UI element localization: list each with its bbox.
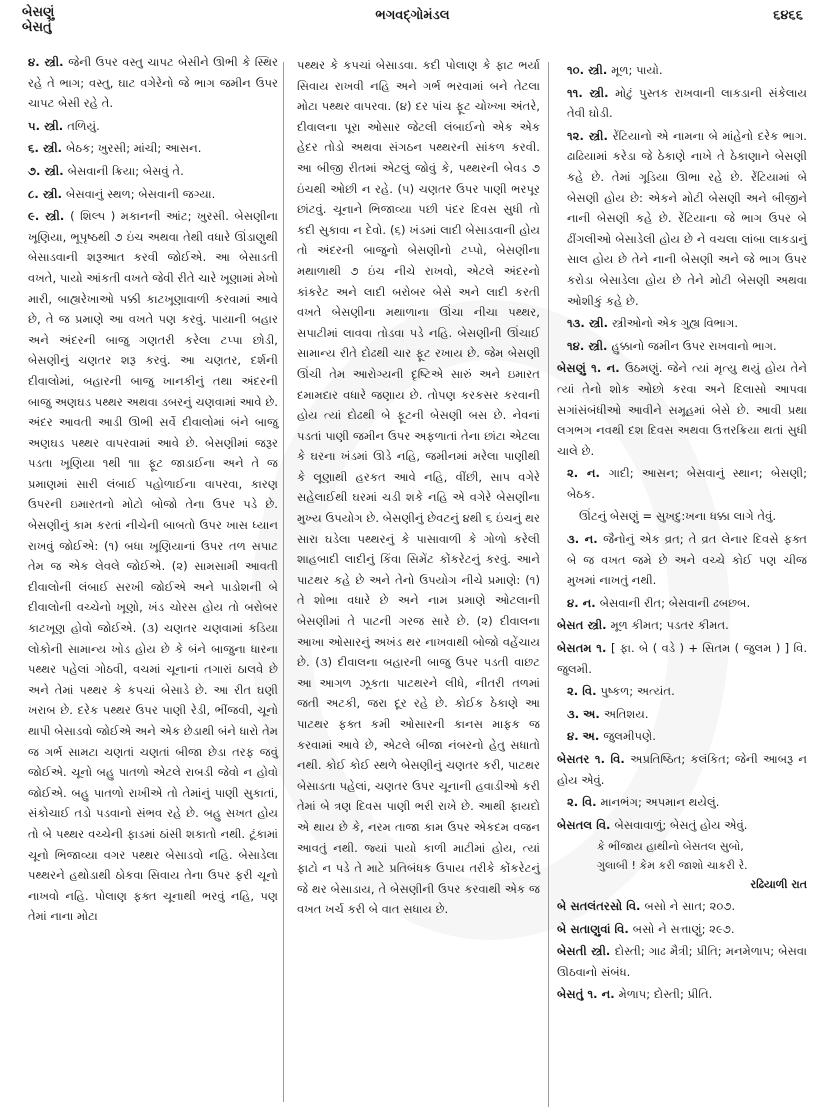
part-of-speech: વિ. bbox=[582, 795, 601, 810]
definition-sense bbox=[557, 60, 807, 81]
dictionary-entry bbox=[557, 896, 807, 917]
dictionary-entry bbox=[557, 615, 807, 636]
column-2-text: પથ્થર કે કપચાં બેસાડવા. કદી પોલાણ કે ફાટ ભર્યા સિવાય રાખવી નહિ અને ગર્ભ ભરવામાં બને તેટલા મોટા પથ્થર વાપરવા. (૪) દર પાંચ ફૂટ ચોખ્ખા અંતરે, દીવાલના પૂરા ઓસાર જેટલી લંબાઈનો એક એક હેદર તોડો અથવા સંગઠન પથ્થરની સાંકળ કરવી. આ બીજી રીતમાં એટલું જોવું કે, પથ્થરની બેવડ ૭ ઇંચથી ઓછી ન રહે. (૫) ચણતર ઉપર પાણી ભરપૂર છાંટવું. ચૂનાને ભિજાવ્યા પછી પંદર દિવસ સુધી તો કદી સુકાવા ન દેવો. (૬) ખંડમાં લાદી બેસાડવાની હોય તો અંદરની બાજુનો બેસણીનો ટપ્પો, બેસણીના મથાળાથી ૭ ઇંચ નીચે રાખવો, એટલે અંદરનો કાંકરેટ અને લાદી બરોબર બેસે અને લાદી કરતી વખતે બેસણીના મથાળાના ઊંચા નીચા પથ્થર, સપાટીમાં લાવવા તોડવા પડે નહિ. બેસણીની ઊંચાઈ સામાન્ય રીતે દોઢથી ચાર ફૂટ રખાય છે. જેમ બેસણી ઊંચી તેમ આરોગ્યની દૃષ્ટિએ સારું અને ઇમારત દમામદાર વધારે જણાય છે. તોપણ કરકસર કરવાની હોય ત્યાં દોઢથી બે ફૂટની બેસણી બસ છે. નેવનાં પડતાં પાણી જમીન ઉપર અફળાતાં તેના છાંટા એટલા કે ઘરના ખંડમાં ઊડે નહિ, જમીનમાં મરેલા પાણીથી કે લૂણાથી હરકત આવે નહિ, વીંછી, સાપ વગેરે સહેલાઈથી ઘરમાં ચડી શકે નહિ એ વગેરે બેસણીના મુખ્ય ઉપયોગ છે. બેસણીનું છેવટનું ૪થી ૬ ઇંચનું થર સારા ઘડેલા પથ્થરનું કે પાસાવાળી કે ગોળો કરેલી શાહબાદી લાદીનું કિંવા સિમેંટ કોંકરેટનું કરવું. આને પાટથર કહે છે અને તેનો ઉપયોગ નીચે પ્રમાણે: (૧) તે શોભા વધારે છે અને નામ પ્રમાણે ઓટલાની બેસણીમાં તે પાટની ગરજ સારે છે. (૨) દીવાલના આખા ઓસારનું અખંડ થર નાખવાથી બોજો વહેંચાય છે. (૩) દીવાલના બહારની બાજુ ઉપર પડતી વાછટ આ આગળ ઝૂકતા પાટથરને લીધે, નીતરી તળમાં જતી અટકી, જરા દૂર રહે છે. કોઈક ઠેકાણે આ પાટથર ફક્ત કમી ઓસારની કાનસ માફક જ કરવામાં આવે છે, એટલે બીજા નંબરનો હેતુ સધાતો નથી. કોઈ કોઈ સ્થળે બેસણીનું ચણતર કરી, પાટથર બેસાડતા પહેલાં, ચણતર ઉપર ચૂનાની હવાડીઓ કરી તેમાં બે ત્રણ દિવસ પાણી ભરી રાખે છે. આથી ફાયદો એ થાય છે કે, નરમ તાજા કામ ઉપર એકદમ વજન આવતું નથી. જ્યાં પાયો કાળી માટીમાં હોય, ત્યાં ફાટો ન પડે તે માટે પ્રતિબંધક ઉપાય તરીકે કોંકરેટનું જે થર બેસાડાય, તે બેસણીની ઉપર કરવાથી એક જ વખત ખર્ચ કરી બે વાત સધાય છે. bbox=[297, 58, 540, 917]
definition-text: મોટું પુસ્તક રાખવાની લાકડાની સંકેલાય તેવી ઘોડી. bbox=[567, 85, 807, 121]
definition-sense bbox=[557, 681, 807, 702]
part-of-speech: સ્ત્રી. bbox=[588, 338, 612, 353]
definition-sense bbox=[28, 161, 278, 182]
part-of-speech: સ્ત્રી. bbox=[588, 63, 612, 77]
definition-text: બેસવાનું સ્થળ; બેસવાની જગ્યા. bbox=[66, 186, 216, 201]
guide-word-first: બેસણું bbox=[22, 5, 55, 20]
part-of-speech: વિ. bbox=[610, 752, 631, 766]
column-divider bbox=[283, 62, 284, 1102]
definition-sense bbox=[28, 52, 278, 114]
definition-text: જુલમીપણે. bbox=[603, 729, 656, 744]
definition-text: બેસવાની રીત; બેસવાની ઢબછબ. bbox=[599, 595, 751, 610]
part-of-speech: સ્ત્રી. bbox=[589, 85, 616, 100]
definition-text: અપ્રતિષ્ઠિત; કલંકિત; જેની આબરૂ ન હોય એવું. bbox=[557, 752, 808, 787]
definition-text: બસો ને સાત; ૨૦૭. bbox=[644, 898, 736, 913]
definition-sense bbox=[557, 704, 807, 725]
part-of-speech: વિ. bbox=[582, 684, 601, 699]
part-of-speech: વિ. bbox=[614, 921, 633, 936]
quote-line: કે ભીંજાય હાથીનો બેસતલ સુબો, bbox=[597, 840, 744, 854]
dictionary-entry bbox=[557, 984, 807, 1005]
quotation bbox=[557, 837, 807, 896]
sense-number: ૧૧. bbox=[567, 85, 590, 100]
definition-sense bbox=[557, 83, 807, 124]
definition-sense bbox=[557, 593, 807, 614]
dictionary-entry bbox=[557, 749, 807, 790]
definition-text: ( શિલ્પ ) મકાનની આંટ; ખુરસી. બેસણીના ખૂણિયા, ભૂપૃષ્ઠથી ૭ ઇંચ અથવા તેથી વધારે ઊંડાણુથી બેસાડવાની શરૂઆત કરવી જોઈએ. આ બેસાડતી વખતે, પાયો આંકતી વખતે જેવી રીતે ચારે ખૂણામાં મેખો મારી, બાહ્યરેખાઓ પક્કી કાટખૂણાવાળી કરવામાં આવે છે, તે જ પ્રમાણે આ વખતે પણ કરવું. પાયાની બહાર અને અંદરની બાજુ ગણતરી કરેલા ટપ્પા છોડી, બેસણીનું ચણતર શરૂ કરવું. આ ચણતર, દર્શની દીવાલોમાં, બહારની બાજુ ખાનકીનું તથા અંદરની બાજુ અણઘડ પથ્થર અથવા ડબરનું ચણવામાં આવે છે. અંદર આવતી આડી ઊભી સર્વે દીવાલોમાં બંને બાજુ અણઘડ પથ્થર વાપરવામાં આવે છે. બેસણીમાં જરૂર પડતા ખૂણિયા ૧થી ૧।। ફૂટ જાડાઈના અને તે જ પ્રમાણમાં સારી લંબાઈ પહોળાઈના વાપરવા, કારણ ઉપરની ઇમારતનો મોટો બોજો તેના ઉપર પડે છે. બેસણીનું કામ કરતાં નીચેની બાબતો ઉપર ખાસ ધ્યાન રાખવું જોઈએ: (૧) બધા ખૂણિયાનાં ઉપર તળ સપાટ તેમ જ એક લેવલે જોઈએ. (૨) સામસામી આવતી દીવાલોની લંબાઈ સરખી જોઈએ અને પાડોશની બે દીવાલોની વચ્ચેનો ખૂણો, ખંડ ચોરસ હોય તો બરોબર કાટખૂણ હોવો જોઈએ. (૩) ચણતર ચણવામાં કડિયા લોકોની સામાન્ય ખોડ હોય છે કે બંને બાજુના ધારના પથ્થર પહેલાં ગોઠવી, વચમાં ચૂનાનાં તગારાં ઠાલવે છે અને તેમાં પથ્થર કે કપચાં બેસાડે છે. આ રીત ઘણી ખરાબ છે. દરેક પથ્થર ઉપર પાણી રેડી, ભીંજવી, ચૂનો થાપી બેસાડવો જોઈએ અને એક છેડાથી બંને ધારો તેમ જ ગર્ભ સામટા ચણતાં ચણતાં બીજા છેડા તરફ જવું જોઈએ. ચૂનો બહુ પાતળો એટલે રાબડી જેવો ન હોવો જોઈએ. બહુ પાતળો રાખીએ તો તેમાંનું પાણી સુકાતાં, સંકોચાઈ તડો પડવાનો સંભવ રહે છે. બહુ સખત હોય તો બે પથ્થર વચ્ચેની ફાડમાં ઠાંસી શકાતો નથી. ટૂંકામાં ચૂનો ભિજાવ્યા વગર પથ્થર બેસાડવો નહિ. બેસાડેલા પથ્થરને હથોડાથી ઠોકવા સિવાય તેના ઉપર ફરી ચૂનો નાખવો નહિ. પોલાણ ફક્ત ચૂનાથી ભરવું નહિ, પણ તેમાં નાના મોટા bbox=[28, 209, 278, 924]
headword: બે સતલંતરસો bbox=[557, 898, 627, 913]
definition-text: હુક્કાનો જમીન ઉપર રાખવાનો ભાગ. bbox=[611, 338, 777, 353]
definition-text: બસો ને સત્તાણું; ૨૯૭. bbox=[632, 921, 735, 936]
definition-sense bbox=[557, 336, 807, 357]
part-of-speech: સ્ત્રી. bbox=[44, 55, 69, 69]
sense-number: ૪. bbox=[567, 595, 583, 610]
part-of-speech: વિ. bbox=[626, 898, 645, 913]
page-title: ભગવદ્ગોમંડલ bbox=[375, 8, 450, 23]
definition-text: રેંટિયાનો એ નામના બે માંહેનો દરેક ભાગ. ઢાઢિયામાં કરેડા જે ઠેકાણે નાખે તે ઠેકાણાને બેસણી કહે છે. તેમાં ગૂડિયા ઊભા રહે છે. રેંટિયામાં બે બેસણી હોય છે: એકને મોટી બેસણી અને બીજીને નાની બેસણી કહે છે. રેંટિયાના જે ભાગ ઉપર બે ઢીંગલીઓ બેસાડેલી હોય છે ને વચલા લાંબા લાકડાનું સાલ હોય છે તેને નાની બેસણી અને જે ભાગ ઉપર કરોડા બેસાડેલા હોય છે તેને મોટી બેસણી અથવા ઓશીકું કહે છે. bbox=[567, 128, 807, 308]
page-header bbox=[0, 0, 825, 40]
part-of-speech: સ્ત્રી. bbox=[44, 118, 68, 133]
definition-sense bbox=[557, 792, 807, 813]
sense-number: ૧૦. bbox=[567, 63, 589, 77]
definition-sense bbox=[28, 138, 278, 159]
definition-sense bbox=[28, 206, 278, 927]
part-of-speech: ન. bbox=[606, 361, 625, 376]
definition-text: અતિશય. bbox=[603, 706, 649, 721]
sense-number: ૧. bbox=[594, 752, 611, 766]
sense-number: ૧૪. bbox=[567, 338, 589, 353]
headword: બે સતાણુવાં bbox=[557, 921, 615, 936]
dictionary-entry bbox=[557, 941, 807, 982]
definition-text: ઉઠમણું. જેને ત્યાં મૃત્યુ થયું હોય તેને ત્યાં તેનો શોક ઓછો કરવા અને દિલાસો આપવા સગાંસંબંધીઓ આવીને સમૂહમાં બેસે છે. આવી પ્રથા લગભગ નવથી દશ દિવસ અથવા ઉત્તરક્રિયા થતાં સુધી ચાલે છે. bbox=[557, 361, 807, 458]
dictionary-entry bbox=[557, 638, 807, 679]
dictionary-entry bbox=[557, 358, 807, 461]
column-divider bbox=[548, 62, 549, 1107]
headword: બેસત bbox=[557, 618, 588, 633]
definition-text: [ ફા. બે ( વડે ) + સિતમ ( જુલમ ) ] વિ. જુલમી. bbox=[557, 641, 808, 676]
definition-sense bbox=[557, 529, 807, 591]
part-of-speech: સ્ત્રી. bbox=[588, 128, 613, 143]
definition-sense bbox=[557, 126, 807, 311]
usage-example bbox=[557, 506, 807, 527]
definition-text: તળિયું. bbox=[67, 118, 100, 133]
guide-word-last: બેસતું bbox=[22, 20, 52, 35]
part-of-speech: સ્ત્રી. bbox=[587, 618, 611, 633]
example-text: ઊંટનું બેસણું = સુખદુ:ખના ધક્કા લાગે તેવું. bbox=[579, 509, 777, 524]
headword: બેસતી bbox=[557, 944, 592, 959]
sense-number: ૩. bbox=[567, 706, 584, 721]
headword: બેસતર bbox=[557, 752, 595, 766]
sense-number: ૧૨. bbox=[567, 128, 589, 143]
part-of-speech: સ્ત્રી. bbox=[45, 209, 71, 224]
dictionary-entry bbox=[557, 815, 807, 836]
definition-sense bbox=[557, 726, 807, 747]
part-of-speech: ન. bbox=[586, 466, 609, 481]
definition-sense bbox=[557, 463, 807, 504]
definition-text: મૂળ; પાયો. bbox=[611, 63, 663, 77]
sense-number: ૨. bbox=[567, 795, 583, 810]
sense-number: ૮. bbox=[28, 186, 43, 201]
part-of-speech: અ. bbox=[582, 729, 604, 744]
dictionary-entry bbox=[557, 919, 807, 940]
definition-text: દોસ્તી; ગાઢ મૈત્રી; પ્રીતિ; મનમેળાપ; બેસવા ઊઠવાનો સંબંધ. bbox=[557, 944, 807, 979]
definition-sense bbox=[557, 313, 807, 334]
part-of-speech: સ્ત્રી. bbox=[42, 186, 67, 201]
sense-number: ૧. bbox=[591, 361, 607, 376]
sense-number: ૬. bbox=[28, 141, 43, 156]
definition-text: મેળાપ; દોસ્તી; પ્રીતિ. bbox=[618, 987, 713, 1002]
part-of-speech: સ્ત્રી. bbox=[42, 141, 67, 156]
part-of-speech: ન. bbox=[601, 987, 619, 1002]
headword: બેસતલ bbox=[557, 817, 597, 832]
column-3 bbox=[557, 60, 807, 1007]
sense-number: ૧. bbox=[596, 641, 612, 656]
sense-number: ૪. bbox=[28, 55, 45, 69]
part-of-speech: સ્ત્રી. bbox=[588, 316, 613, 331]
definition-text: મૂળ કીમત; પડતર કીમત. bbox=[610, 618, 729, 633]
column-2 bbox=[297, 55, 540, 920]
definition-text: સ્ત્રીઓનો એક ગુહ્ય વિભાગ. bbox=[612, 316, 739, 331]
headword: બેસતમ bbox=[557, 641, 597, 656]
headword: બેસતું bbox=[557, 987, 588, 1002]
sense-number: ૪. bbox=[567, 729, 583, 744]
definition-text: જેની ઉપર વસ્તુ ચાપટ બેસીને ઊભી કે સ્થિર રહે તે ભાગ; વસ્તુ, ઘાટ વગેરેનો જે ભાગ જમીન ઉપર ચાપટ બેસી રહે તે. bbox=[28, 55, 278, 111]
sense-number: ૧૩. bbox=[567, 316, 589, 331]
definition-text: પુષ્કળ; અત્યંત. bbox=[600, 684, 675, 699]
part-of-speech: ન. bbox=[582, 595, 600, 610]
sense-number: ૯. bbox=[28, 209, 46, 224]
definition-text: બેઠક; ખુરસી; માંચી; આસન. bbox=[66, 141, 202, 156]
definition-text: ગાદી; આસન; બેસવાનું સ્થાન; બેસણી; બેઠક. bbox=[567, 466, 808, 501]
part-of-speech: સ્ત્રી. bbox=[591, 944, 615, 959]
part-of-speech: સ્ત્રી. bbox=[44, 163, 68, 178]
definition-text: માનભંગ; અપમાન થયેલું. bbox=[600, 795, 720, 810]
definition-text: જૈનોનું એક વ્રત; તે વ્રત લેનાર દિવસે ફક્ત બે જ વખત જમે છે અને વચ્ચે કોઈ પણ ચીજ મુખમાં નાખતું નથી. bbox=[567, 532, 807, 588]
page-number: ૬૪૬૬ bbox=[773, 8, 803, 23]
definition-sense bbox=[28, 184, 278, 205]
definition-text: બેસવાવાળું; બેસતું હોય એવું. bbox=[614, 817, 748, 832]
part-of-speech: ન. bbox=[584, 532, 604, 547]
column-1 bbox=[28, 52, 278, 929]
part-of-speech: અ. bbox=[583, 706, 604, 721]
sense-number: ૩. bbox=[567, 532, 585, 547]
quote-attribution: રઢિયાળી રાત bbox=[750, 878, 807, 892]
quote-line: ગુલાબી ! કેમ કરી જાશો ચાકરી રે. bbox=[597, 859, 748, 873]
sense-number: ૧. bbox=[587, 987, 602, 1002]
headword: બેસણું bbox=[557, 361, 592, 376]
definition-text: બેસવાની ક્રિયા; બેસવું તે. bbox=[67, 163, 184, 178]
sense-number: ૨. bbox=[567, 684, 583, 699]
sense-number: ૨. bbox=[567, 466, 587, 481]
definition-sense bbox=[28, 116, 278, 137]
sense-number: ૫. bbox=[28, 118, 45, 133]
sense-number: ૭. bbox=[28, 163, 45, 178]
part-of-speech: વિ. bbox=[596, 817, 615, 832]
